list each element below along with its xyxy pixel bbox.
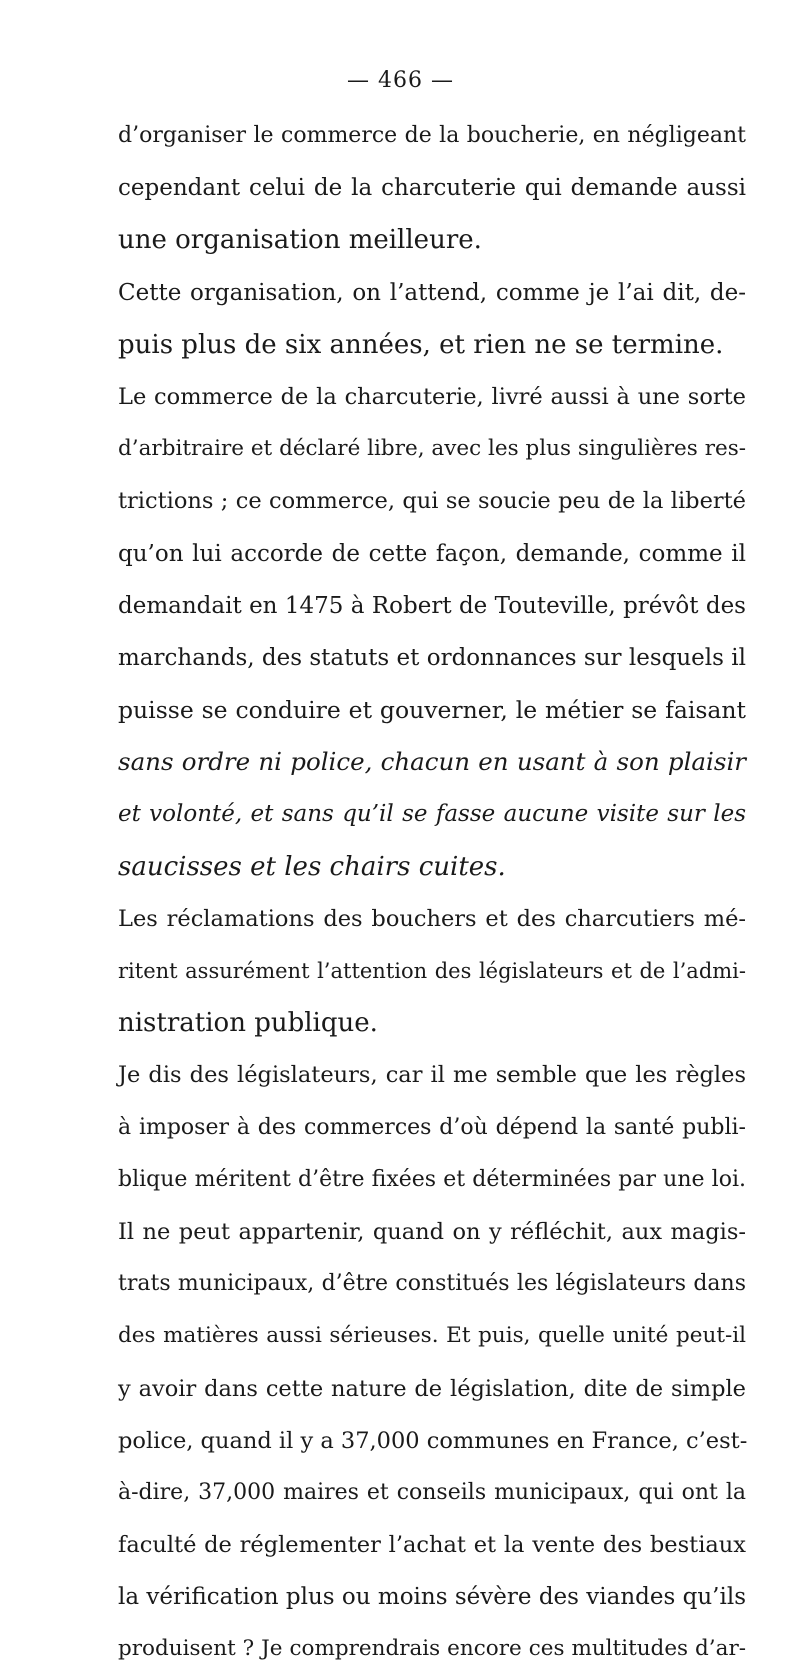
- body-text: [118, 110, 746, 1676]
- text-line: Il ne peut appartenir, quand on y réfléchit, aux magis-: [118, 1218, 746, 1245]
- text-line: demandait en 1475 à Robert de Touteville, prévôt des: [118, 592, 746, 619]
- text-line: Cette organisation, on l’attend, comme je l’ai dit, de-: [118, 279, 746, 306]
- text-line: cependant celui de la charcuterie qui demande aussi: [118, 175, 746, 202]
- text-line: trats municipaux, d’être constitués les législateurs dans: [118, 1271, 746, 1297]
- text-line: police, quand il y a 37,000 communes en France, c’est-: [118, 1427, 748, 1454]
- text-line: à-dire, 37,000 maires et conseils municipaux, qui ont la: [118, 1479, 746, 1505]
- text-line: saucisses et les chairs cuites.: [118, 851, 506, 882]
- text-line: faculté de réglementer l’achat et la vente des bestiaux: [118, 1532, 746, 1559]
- text-line: Je dis des législateurs, car il me semble que les règles: [118, 1062, 746, 1089]
- text-line: sans ordre ni police, chacun en usant à son plaisir: [118, 747, 746, 777]
- text-line: trictions ; ce commerce, qui se soucie peu de la liberté: [118, 488, 746, 515]
- text-line: qu’on lui accorde de cette façon, demande, comme il: [118, 540, 746, 567]
- text-line: nistration publique.: [118, 1008, 378, 1039]
- text-line: la vérification plus ou moins sévère des viandes qu’ils: [118, 1584, 746, 1611]
- text-line: une organisation meilleure.: [118, 225, 482, 256]
- text-line: et volonté, et sans qu’il se fasse aucune visite sur les: [118, 801, 746, 828]
- text-line: y avoir dans cette nature de législation, dite de simple: [118, 1375, 746, 1402]
- text-line: marchands, des statuts et ordonnances sur lesquels il: [118, 644, 746, 671]
- text-line: Les réclamations des bouchers et des charcutiers mé-: [118, 905, 746, 932]
- text-line: Le commerce de la charcuterie, livré aussi à une sorte: [118, 383, 746, 410]
- text-line: d’organiser le commerce de la boucherie, en négligeant: [118, 123, 746, 148]
- text-line: puisse se conduire et gouverner, le métier se faisant: [118, 696, 746, 725]
- page-number: — 466 —: [347, 68, 454, 93]
- text-line: puis plus de six années, et rien ne se termine.: [118, 329, 724, 360]
- text-line: ritent assurément l’attention des législateurs et de l’admi-: [118, 959, 746, 983]
- text-line: d’arbitraire et déclaré libre, avec les plus singulières res-: [118, 436, 746, 462]
- text-line: des matières aussi sérieuses. Et puis, quelle unité peut-il: [118, 1323, 746, 1349]
- text-line: produisent ? Je comprendrais encore ces multitudes d’ar-: [118, 1636, 746, 1662]
- text-line: blique méritent d’être fixées et déterminées par une loi.: [118, 1166, 746, 1192]
- text-line: à imposer à des commerces d’où dépend la santé publi-: [118, 1114, 746, 1140]
